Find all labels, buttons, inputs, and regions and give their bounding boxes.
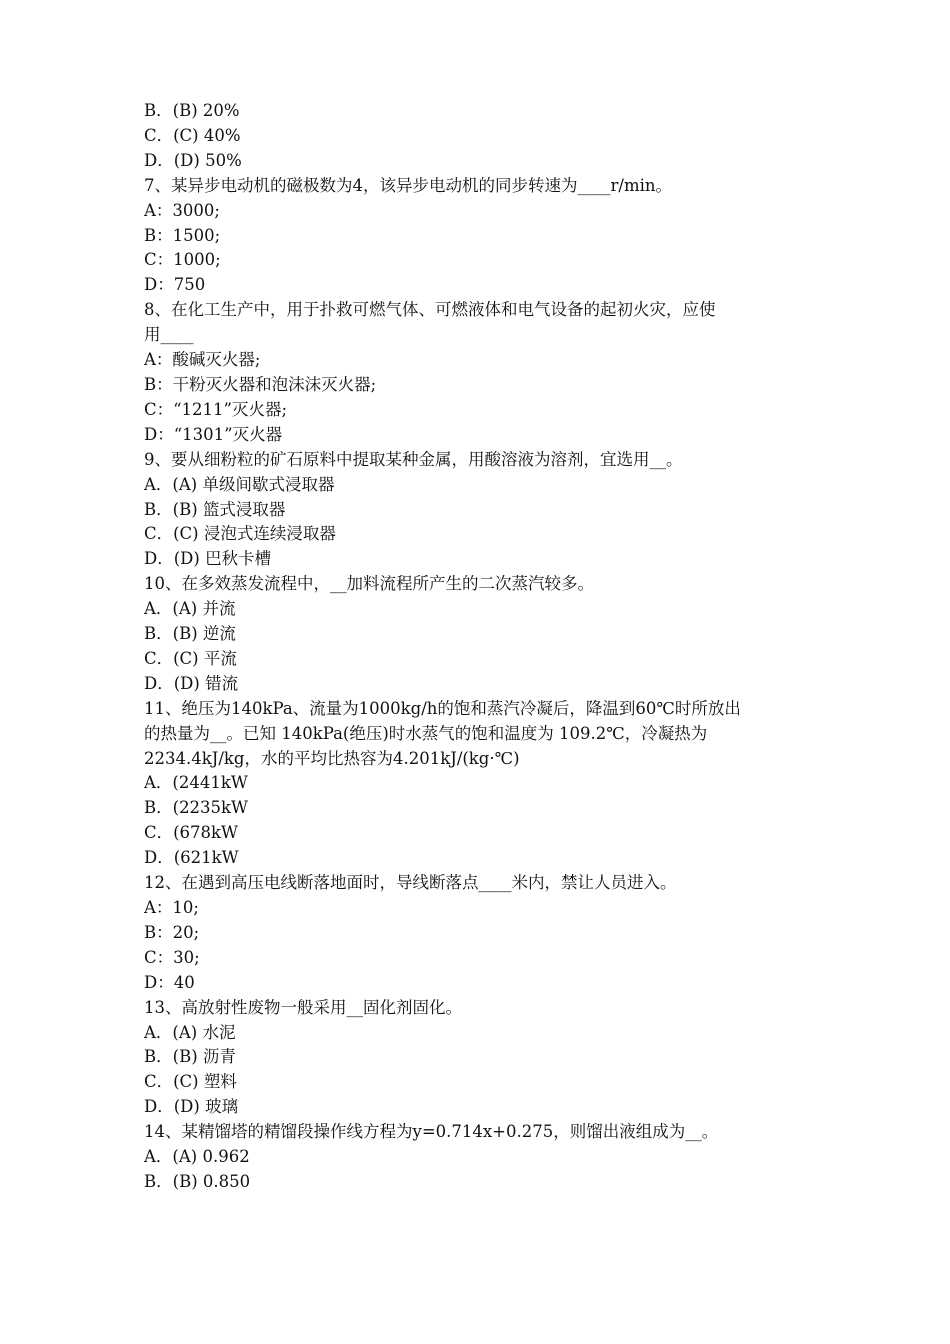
option-q9-a: A．(A) 单级间歇式浸取器 [144,474,335,494]
option-q11-d: D．(621kW [144,848,239,868]
option-q6-c: C．(C) 40% [144,125,241,145]
option-q9-c: C．(C) 浸泡式连续浸取器 [144,524,336,544]
question-11-line-2: 的热量为__。已知 140kPa(绝压)时水蒸气的饱和温度为 109.2℃，冷凝热为 [144,723,708,743]
option-q7-c: C：1000; [144,250,221,270]
question-11-line-1: 11、绝压为140kPa、流量为1000kg/h的饱和蒸汽冷凝后，降温到60℃时所放出 [144,698,741,718]
question-10: 10、在多效蒸发流程中，__加料流程所产生的二次蒸汽较多。 [144,574,594,594]
option-q12-b: B：20; [144,922,200,942]
question-13: 13、高放射性废物一般采用__固化剂固化。 [144,997,462,1017]
option-q10-d: D．(D) 错流 [144,673,239,693]
option-q11-b: B．(2235kW [144,798,249,818]
option-q8-c: C：“1211”灭火器; [144,399,288,419]
option-q12-a: A：10; [144,898,199,917]
question-12: 12、在遇到高压电线断落地面时，导线断落点____米内，禁让人员进入。 [144,873,677,893]
option-q13-c: C．(C) 塑料 [144,1072,237,1092]
question-14: 14、某精馏塔的精馏段操作线方程为y=0.714x+0.275，则馏出液组成为__。 [144,1122,719,1142]
option-q12-c: C：30; [144,947,200,967]
option-q7-b: B：1500; [144,225,221,245]
option-q8-a: A：酸碱灭火器; [144,350,261,370]
question-11-line-3: 2234.4kJ/kg，水的平均比热容为4.201kJ/(kg·℃) [144,748,520,768]
option-q10-c: C．(C) 平流 [144,648,237,668]
option-q13-d: D．(D) 玻璃 [144,1097,239,1117]
option-q11-a: A．(2441kW [144,773,248,793]
document-page [144,99,814,1195]
option-q8-b: B：干粉灭火器和泡沫沫灭火器; [144,374,377,394]
question-8-line-2: 用____ [144,325,194,345]
option-q13-a: A．(A) 水泥 [144,1022,236,1042]
option-q8-d: D：“1301”灭火器 [144,424,283,444]
option-q6-b: B．(B) 20% [144,101,240,120]
option-q7-d: D：750 [144,275,206,295]
question-7: 7、某异步电动机的磁极数为4，该异步电动机的同步转速为____r/min。 [144,175,672,195]
option-q14-b: B．(B) 0.850 [144,1171,251,1191]
question-8-line-1: 8、在化工生产中，用于扑救可燃气体、可燃液体和电气设备的起初火灾，应使 [144,300,716,320]
option-q14-a: A．(A) 0.962 [144,1147,250,1167]
option-q10-b: B．(B) 逆流 [144,624,236,644]
option-q7-a: A：3000; [144,200,220,220]
option-q9-d: D．(D) 巴秋卡槽 [144,549,272,569]
option-q11-c: C．(678kW [144,823,239,843]
option-q9-b: B．(B) 篮式浸取器 [144,499,286,519]
option-q12-d: D：40 [144,972,195,992]
option-q13-b: B．(B) 沥青 [144,1047,236,1067]
question-9: 9、要从细粉粒的矿石原料中提取某种金属，用酸溶液为溶剂，宜选用__。 [144,449,683,469]
option-q10-a: A．(A) 并流 [144,599,236,619]
option-q6-d: D．(D) 50% [144,150,242,170]
